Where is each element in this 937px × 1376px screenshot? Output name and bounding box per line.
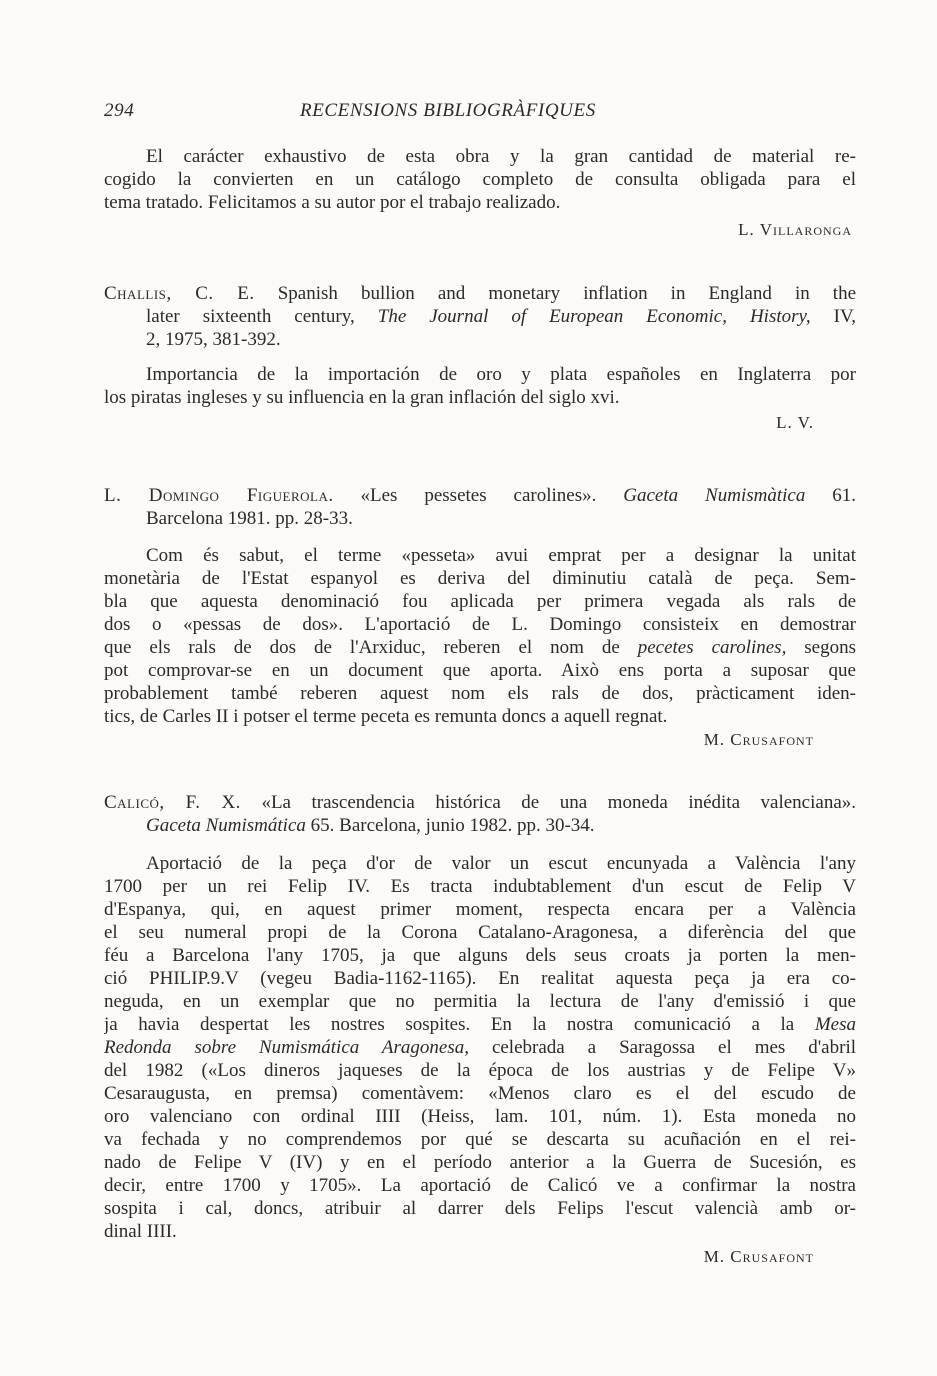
citation-line xyxy=(104,484,856,507)
text-line: los piratas ingleses y su influencia en la gran inflación del siglo xvi. xyxy=(104,387,620,408)
citation-line: 2, 1975, 381-392. xyxy=(146,329,281,350)
citation-author: L. Domingo Figuerola. xyxy=(104,485,334,506)
citation-journal: The Journal of European Economic, History, xyxy=(377,306,811,327)
text-line: dinal IIII. xyxy=(104,1221,177,1242)
text-line: sospita i cal, doncs, atribuir al darrer dels Felips l'escut valencià amb or- xyxy=(104,1198,856,1219)
text-line xyxy=(104,1013,856,1036)
page-header xyxy=(104,100,856,128)
text-line xyxy=(104,1036,856,1059)
text-line: féu a Barcelona l'any 1705, ja que alguns dels seus croats ja porten la men- xyxy=(104,945,856,966)
text-italic: pecetes carolines, xyxy=(637,637,787,658)
text-span: ja havia despertat les nostres sospites. En la nostra comunicació a la xyxy=(104,1014,795,1035)
text-line: bla que aquesta denominació fou aplicada per primera vegada als rals de xyxy=(104,591,856,612)
text-line: tics, de Carles II i potser el terme peceta es remunta doncs a aquell regnat. xyxy=(104,706,668,727)
text-span: segons xyxy=(804,637,856,658)
text-line: pot comprovar-se en un document que aporta. Això ens porta a suposar que xyxy=(104,660,856,681)
text-line xyxy=(104,636,856,659)
citation-details: 65. Barcelona, junio 1982. pp. 30-34. xyxy=(310,815,595,836)
citation-line: Barcelona 1981. pp. 28-33. xyxy=(146,508,353,529)
text-line: Aportació de la peça d'or de valor un escut encunyada a València l'any xyxy=(146,853,856,874)
text-line: cogido la convierten en un catálogo completo de consulta obligada para el xyxy=(104,169,856,190)
citation-line xyxy=(104,814,856,837)
citation-volume: IV, xyxy=(833,306,856,327)
citation-title: «La trascendencia histórica de una moneda inédita valenciana». xyxy=(261,792,856,813)
text-line: Importancia de la importación de oro y plata españoles en Inglaterra por xyxy=(146,364,856,385)
text-line: decir, entre 1700 y 1705». La aportació de Calicó ve a confirmar la nostra xyxy=(104,1175,856,1196)
text-line: Cesaraugusta, en premsa) comentàvem: «Menos claro es el del escudo de xyxy=(104,1083,856,1104)
citation-number: 61. xyxy=(832,485,856,506)
text-line: el seu numeral propi de la Corona Catalano-Aragonesa, a diferència del que xyxy=(104,922,856,943)
reviewer-signature: M. Crusafont xyxy=(703,730,814,749)
review-calico xyxy=(104,791,856,1269)
review-challis xyxy=(104,282,856,435)
text-italic: Mesa xyxy=(814,1014,856,1035)
text-line: del 1982 («Los dineros jaqueses de la época de los austrias y de Felipe V» xyxy=(104,1060,856,1081)
text-span: que els rals de dos de l'Arxiduc, reberen el nom de xyxy=(104,637,620,658)
page-number: 294 xyxy=(104,100,135,121)
citation-journal: Gaceta Numismàtica xyxy=(623,485,806,506)
review-prev-conclusion xyxy=(104,145,856,242)
text-line: neguda, en un exemplar que no permitia la lectura de l'any d'emissió i que xyxy=(104,991,856,1012)
citation-journal: Gaceta Numismática xyxy=(146,815,306,836)
citation-line xyxy=(104,305,856,328)
citation-line xyxy=(104,791,856,814)
text-line: monetària de l'Estat espanyol es deriva del diminutiu català de peça. Sem- xyxy=(104,568,856,589)
reviewer-signature: L. Villaronga xyxy=(738,220,852,239)
text-line: oro valenciano con ordinal IIII (Heiss, lam. 101, núm. 1). Esta moneda no xyxy=(104,1106,856,1127)
text-line: dos o «pessas de dos». L'aportació de L. Domingo consisteix en demostrar xyxy=(104,614,856,635)
reviewer-signature: M. Crusafont xyxy=(703,1247,814,1266)
text-line: va fechada y no comprendemos por qué se descarta su acuñación en el rei- xyxy=(104,1129,856,1150)
reviewer-signature: L. V. xyxy=(776,413,814,432)
citation-title: Spanish bullion and monetary inflation in England in the xyxy=(277,283,856,304)
running-title: RECENSIONS BIBLIOGRÀFIQUES xyxy=(300,100,596,121)
review-domingo xyxy=(104,484,856,752)
citation-author: Calicó, F. X. xyxy=(104,792,241,813)
text-line: d'Espanya, qui, en aquest primer moment, respecta encara per a València xyxy=(104,899,856,920)
text-line: 1700 per un rei Felip IV. Es tracta indubtablement d'un escut de Felip V xyxy=(104,876,856,897)
citation-title: «Les pessetes carolines». xyxy=(360,485,597,506)
text-italic: Redonda sobre Numismática Aragonesa, xyxy=(104,1037,469,1058)
text-line: nado de Felipe V (IV) y en el período anterior a la Guerra de Sucesión, es xyxy=(104,1152,856,1173)
text-line: El carácter exhaustivo de esta obra y la gran cantidad de material re- xyxy=(146,146,856,167)
text-span: celebrada a Saragossa el mes d'abril xyxy=(491,1037,856,1058)
citation-title-cont: later sixteenth century, xyxy=(146,306,355,327)
citation-author: Challis, C. E. xyxy=(104,283,255,304)
text-line: ció PHILIP.9.V (vegeu Badia-1162-1165). En realitat aquesta peça ja era co- xyxy=(104,968,856,989)
text-line: tema tratado. Felicitamos a su autor por el trabajo realizado. xyxy=(104,192,561,213)
text-line: Com és sabut, el terme «pesseta» avui emprat per a designar la unitat xyxy=(146,545,856,566)
citation-line xyxy=(104,282,856,305)
text-line: probablement també reberen aquest nom els rals de dos, pràcticament iden- xyxy=(104,683,856,704)
